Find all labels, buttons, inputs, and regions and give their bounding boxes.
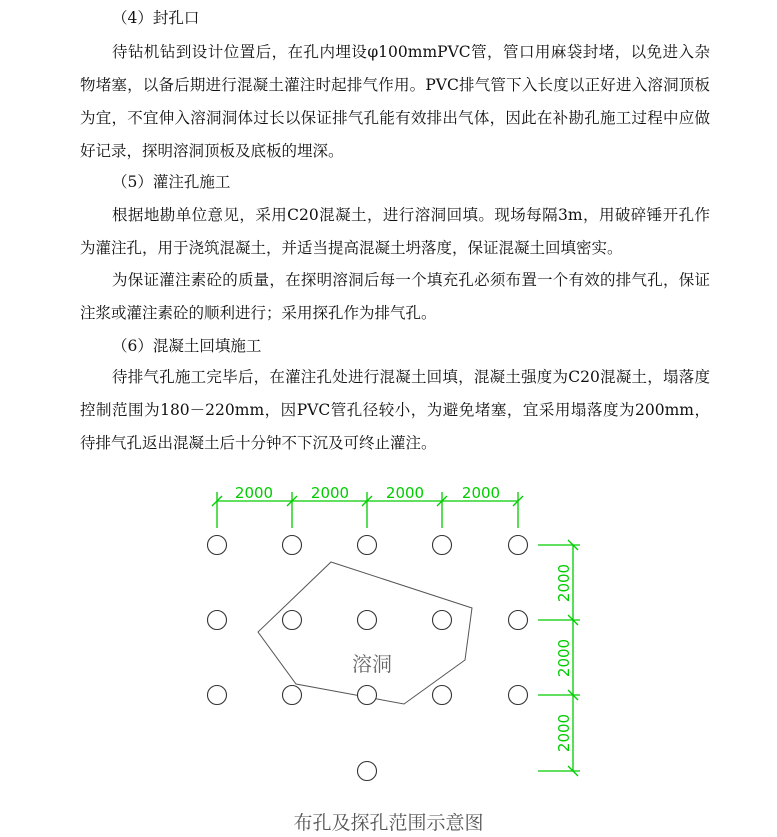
hole-r2-c2 <box>283 611 302 630</box>
section-heading-5: （5）灌注孔施工 <box>112 173 231 191</box>
top-dim-label-1: 2000 <box>234 484 274 502</box>
side-dimension-line <box>538 540 580 776</box>
hole-r3-c1 <box>208 686 227 705</box>
hole-r1-c3 <box>358 536 377 555</box>
section-5-paragraph-1: 根据地勘单位意见，采用C20混凝土，进行溶洞回填。现场每隔3m，用破碎锤开孔作为灌注孔，用于浇筑混凝土，并适当提高混凝土坍落度，保证混凝土回填密实。 <box>80 206 710 257</box>
hole-r1-c4 <box>433 536 452 555</box>
side-dim-label-2: 2000 <box>555 638 573 678</box>
hole-r3-c3 <box>358 686 377 705</box>
side-dim-label-1: 2000 <box>555 563 573 603</box>
top-dim-label-2: 2000 <box>310 484 350 502</box>
hole-r1-c5 <box>509 536 528 555</box>
section-heading-6: （6）混凝土回填施工 <box>112 337 262 355</box>
hole-r3-c5 <box>509 686 528 705</box>
hole-r2-c3 <box>358 611 377 630</box>
section-5-paragraph-2: 为保证灌注素砼的质量，在探明溶洞后每一个填充孔必须布置一个有效的排气孔，保证注浆或灌注素砼的顺利进行；采用探孔作为排气孔。 <box>80 271 710 322</box>
hole-r1-c1 <box>208 536 227 555</box>
top-dimension-line <box>212 492 523 528</box>
hole-r3-c2 <box>283 686 302 705</box>
diagram-caption: 布孔及探孔范围示意图 <box>293 812 484 834</box>
hole-r4-c3 <box>358 762 377 781</box>
karst-cave-outline <box>258 562 472 704</box>
side-dim-label-3: 2000 <box>555 713 573 753</box>
section-heading-4: （4）封孔口 <box>112 9 200 27</box>
top-dim-label-3: 2000 <box>385 484 425 502</box>
karst-cave-label: 溶洞 <box>352 652 392 676</box>
hole-r1-c2 <box>283 536 302 555</box>
hole-r3-c4 <box>433 686 452 705</box>
hole-r2-c4 <box>433 611 452 630</box>
section-6-paragraph: 待排气孔施工完毕后，在灌注孔处进行混凝土回填，混凝土强度为C20混凝土，塌落度控制范围为180－220mm，因PVC管孔径较小，为避免堵塞，宜采用塌落度为200mm，待排气孔返出混凝土后十分钟不下沉及可终止灌注。 <box>80 368 710 452</box>
hole-r2-c1 <box>208 611 227 630</box>
top-dim-label-4: 2000 <box>461 484 501 502</box>
hole-r2-c5 <box>509 611 528 630</box>
section-4-paragraph: 待钻机钻到设计位置后，在孔内埋设φ100mmPVC管，管口用麻袋封堵，以免进入杂物堵塞，以备后期进行混凝土灌注时起排气作用。PVC排气管下入长度以正好进入溶洞顶板为宜，不宜伸入溶洞洞体过长以保证排气孔能有效排出气体，因此在补勘孔施工过程中应做好记录，探明溶洞顶板及底板的埋深。 <box>80 43 710 160</box>
